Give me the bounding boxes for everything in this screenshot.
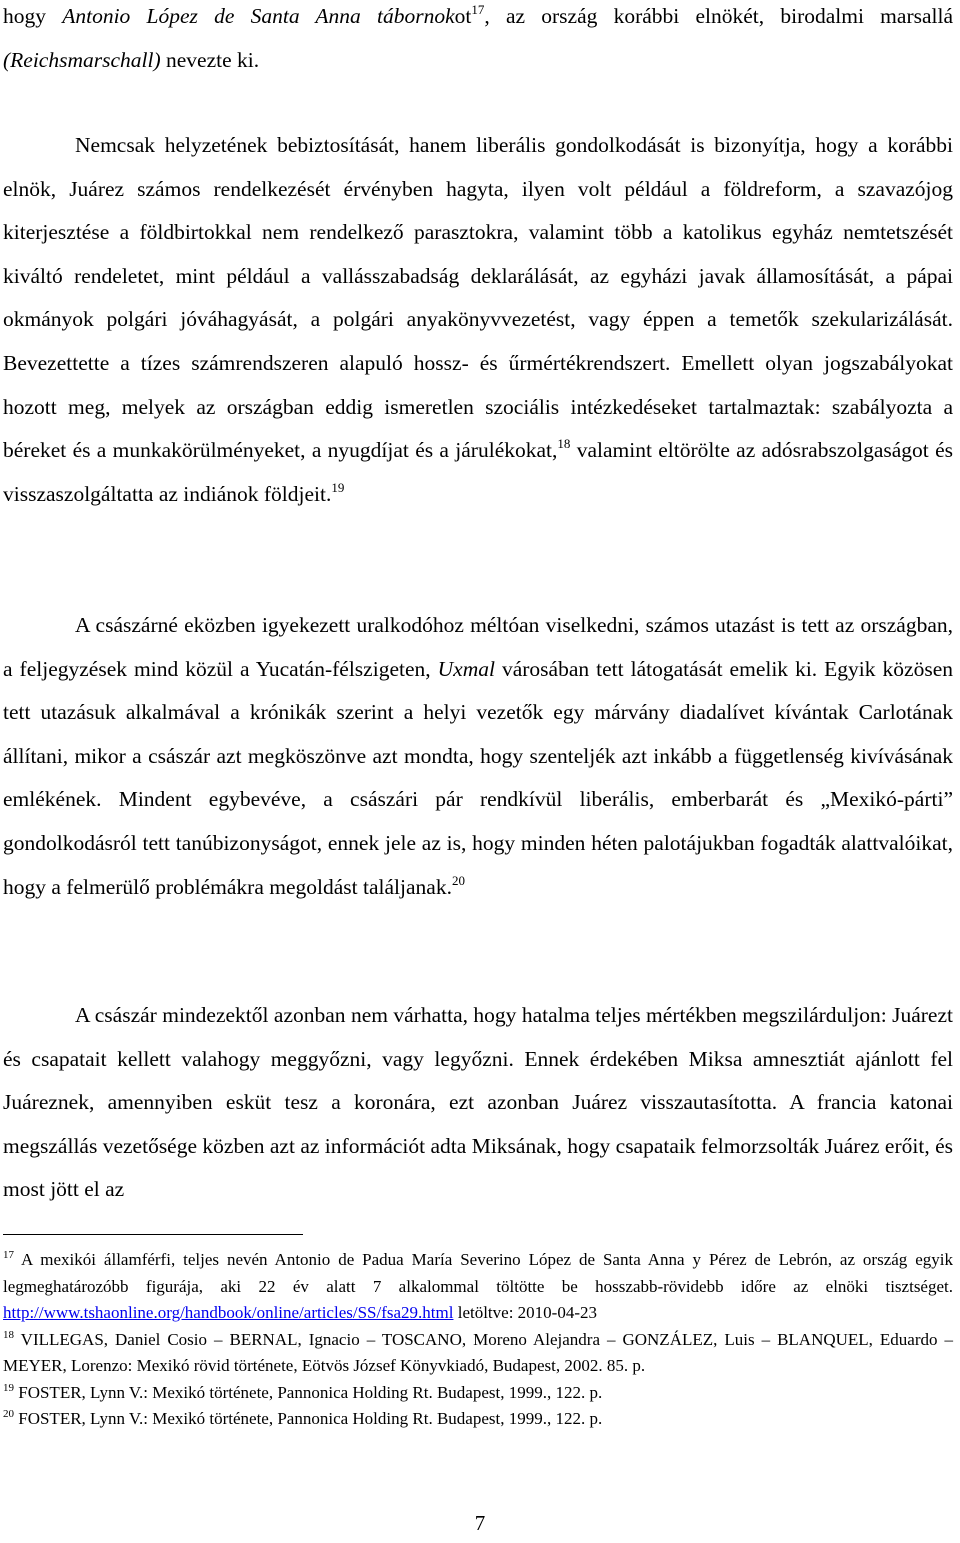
footnote-ref-19[interactable]: 19 bbox=[331, 479, 345, 495]
footnote-text: letöltve: 2010-04-23 bbox=[453, 1303, 597, 1322]
italic-run: Uxmal bbox=[437, 656, 495, 681]
text-run: nevezte ki. bbox=[160, 47, 260, 72]
italic-run: (Reichsmarschall) bbox=[3, 47, 161, 72]
footnote-ref-20[interactable]: 20 bbox=[451, 872, 465, 888]
text-run: ot bbox=[454, 4, 472, 28]
footnote-number: 20 bbox=[3, 1408, 14, 1420]
footnote-20 bbox=[3, 1406, 953, 1433]
footnote-number: 19 bbox=[3, 1381, 14, 1394]
paragraph-2 bbox=[3, 124, 953, 516]
footnote-number: 18 bbox=[3, 1328, 14, 1341]
footnote-text: A mexikói államférfi, teljes nevén Antonio de Padua María Severino López de Santa Anna y Pérez de Lebrón, az ország egyik legmeghatározóbb figurája, aki 22 év alatt 7 alkalommal töltötte be hosszabb-rövidebb időre az elnöki tisztséget. bbox=[3, 1250, 953, 1296]
footnote-text: VILLEGAS, Daniel Cosio – BERNAL, Ignacio – TOSCANO, Moreno Alejandra – GONZÁLEZ, Luis – BLANQUEL, Eduardo – MEYER, Lorenzo: Mexikó rövid története, Eötvös József Könyvkiadó, Budapest, 2002. 85. p. bbox=[3, 1329, 953, 1375]
paragraph-1 bbox=[3, 0, 953, 82]
italic-run: Antonio López de Santa Anna tábornok bbox=[62, 4, 455, 28]
paragraph-3 bbox=[3, 604, 953, 909]
text-run: A császárné eközben igyekezett uralkodóhoz méltóan viselkedni, számos utazást is tett az országban, a feljegyzések mind közül a Yucatán-félszigeten, bbox=[3, 613, 953, 681]
footnote-separator bbox=[3, 1234, 303, 1235]
footnote-ref-18[interactable]: 18 bbox=[557, 436, 571, 452]
text-run: városában tett látogatását emelik ki. Egyik közösen tett utazásuk alkalmával a krónikák szerint a helyi vezetők egy márvány diadalívet kívántak Carlotának állítani, mikor a császár azt megköszönve azt mondta, hogy szenteljék azt inkább a függetlenség kivívásának emlékének. Mindent egybevéve, a császári pár rendkívül liberális, emberbarát és „Mexikó-párti” gondolkodásról tett tanúbizonyságot, ennek jele az is, hogy minden héten palotájukban fogadták alattvalóikat, hogy a felmerülő problémákra megoldást találjanak. bbox=[3, 656, 953, 899]
footnote-18 bbox=[3, 1327, 953, 1380]
text-run: A császár mindezektől azonban nem várhatta, hogy hatalma teljes mértékben megszilárduljon: Juárezt és csapatait kellett valahogy meggyőzni, vagy legyőzni. Ennek érdekében Miksa amnesztiát ajánlott fel Juáreznek, amennyiben esküt tesz a koronára, ezt azonban Juárez visszautasította. A francia katonai megszállás vezetősége közben azt az információt adta Miksának, hogy csapataik felmorzsolták Juárez erőit, és most jött el az bbox=[3, 1003, 953, 1202]
page-number: 7 bbox=[474, 1511, 486, 1535]
text-run: Nemcsak helyzetének bebiztosítását, hanem liberális gondolkodását is bizonyítja, hogy a korábbi elnök, Juárez számos rendelkezését érvényben hagyta, ilyen volt például a földreform, a szavazójog kiterjesztése a földbirtokkal nem rendelkező parasztokra, valamint több a katolikus egyház nemtetszését kiváltó rendeletet, mint például a vallásszabadság deklarálását, az egyházi javak államosítását, a pápai okmányok polgári jóváhagyását, a polgári anyakönyvvezetést, vagy éppen a temetők szekularizálását. Bevezettette a tízes számrendszeren alapuló hossz- és űrmértékrendszert. Emellett olyan jogszabályokat hozott meg, melyek az országban eddig ismeretlen szociális intézkedéseket tartalmaztak: szabályozta a béreket és a munkakörülményeket, a nyugdíjat és a járulékokat, bbox=[3, 133, 953, 463]
text-run: , az ország korábbi elnökét, birodalmi marsallá bbox=[484, 4, 953, 28]
footnote-17 bbox=[3, 1247, 953, 1327]
paragraph-4 bbox=[3, 994, 953, 1212]
footnotes bbox=[3, 1247, 953, 1433]
text-run: hogy bbox=[3, 4, 63, 28]
text-run: valamint eltörölte az adósrabszolgaságot és visszaszolgáltatta az indiánok földjeit. bbox=[3, 438, 953, 506]
footnote-text: FOSTER, Lynn V.: Mexikó története, Pannonica Holding Rt. Budapest, 1999., 122. p. bbox=[14, 1409, 603, 1428]
footnote-link[interactable]: http://www.tshaonline.org/handbook/online/articles/SS/fsa29.html bbox=[3, 1303, 454, 1322]
footnote-ref-17[interactable]: 17 bbox=[471, 2, 485, 17]
footnote-text: FOSTER, Lynn V.: Mexikó története, Pannonica Holding Rt. Budapest, 1999., 122. p. bbox=[14, 1382, 603, 1402]
footnote-number: 17 bbox=[3, 1249, 14, 1261]
footnote-19 bbox=[3, 1380, 953, 1407]
